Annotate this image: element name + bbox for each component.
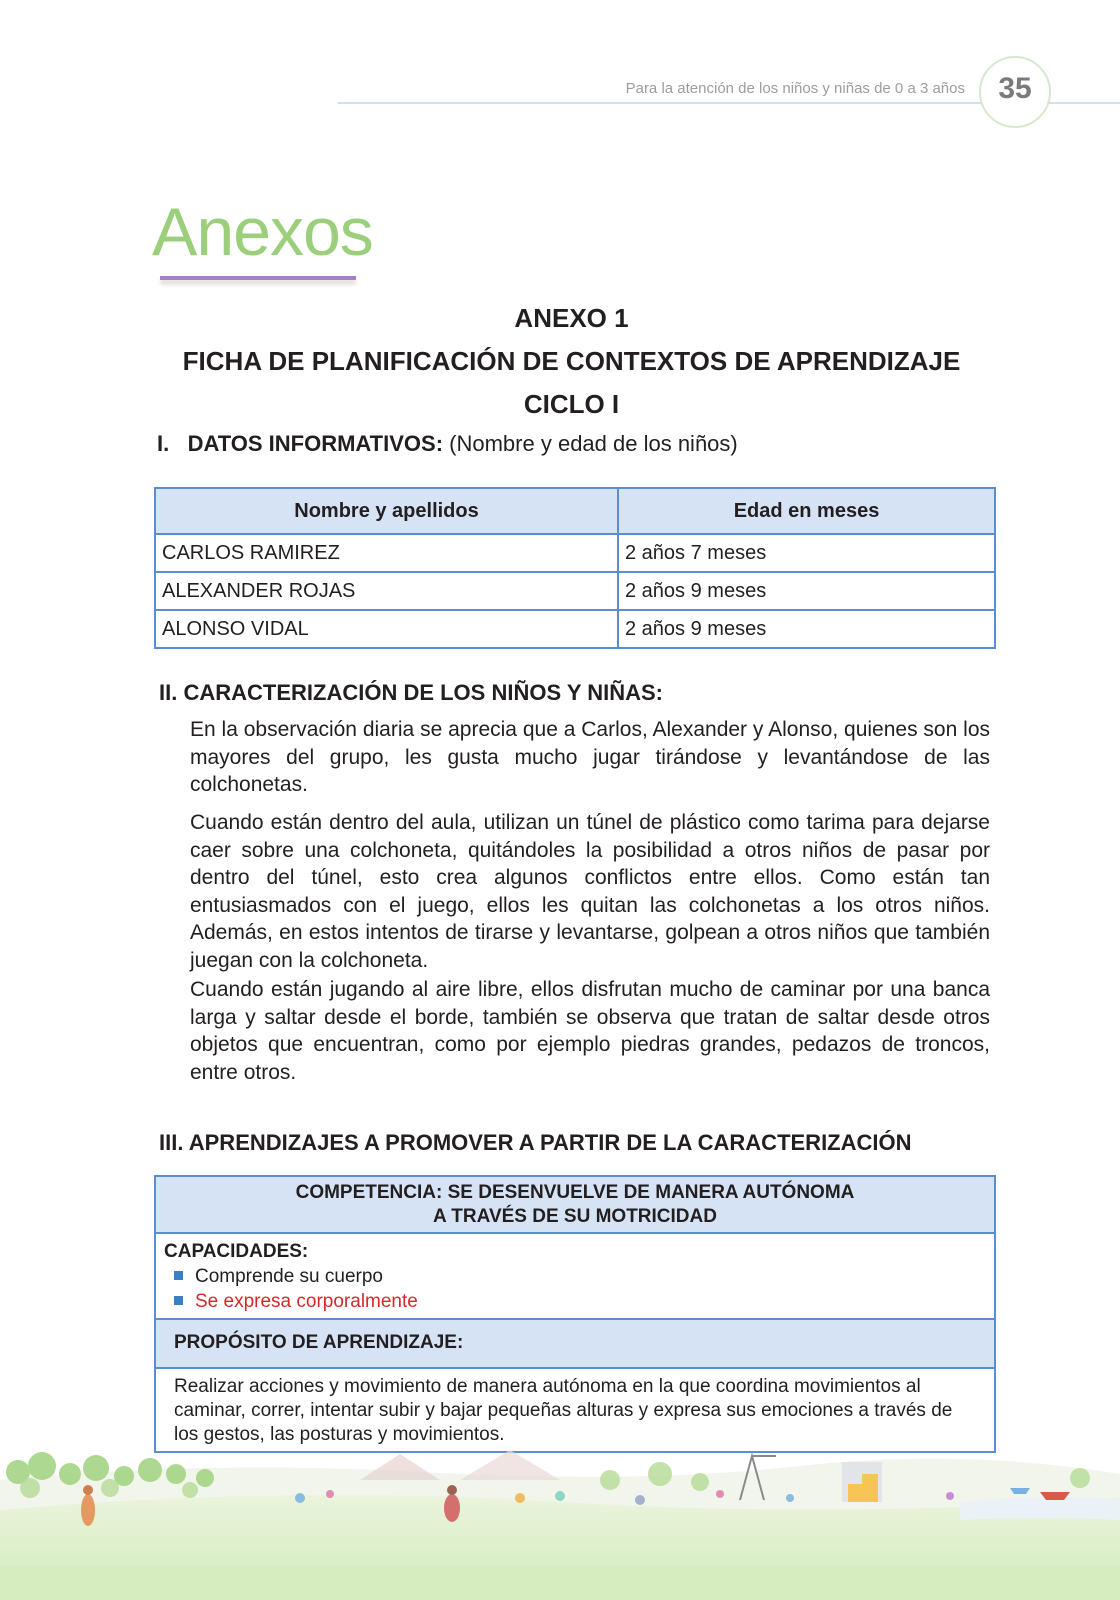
footer-landscape-illustration [0, 1440, 1120, 1600]
student-age: 2 años 7 meses [618, 534, 995, 572]
section-1-label: DATOS INFORMATIVOS: [187, 431, 444, 456]
table-row [155, 610, 995, 648]
purpose-text: Realizar acciones y movimiento de manera autónoma en la que coordina movimientos al caminar, correr, intentar subir y bajar pequeñas alturas y expresa sus emociones a través de los gestos, las posturas y movimientos. [174, 1376, 953, 1445]
annex-number: ANEXO 1 [514, 303, 629, 333]
column-header-name: Nombre y apellidos [155, 488, 618, 534]
section-1-numeral: I. [157, 431, 170, 456]
section-1-heading [157, 431, 738, 457]
list-item [164, 1264, 986, 1289]
column-header-age: Edad en meses [618, 488, 995, 534]
section-3-heading: III. APRENDIZAJES A PROMOVER A PARTIR DE LA CARACTERIZACIÓN [159, 1130, 912, 1155]
competency-line-2: A TRAVÉS DE SU MOTRICIDAD [433, 1206, 717, 1227]
capacities-title: CAPACIDADES: [164, 1241, 309, 1262]
section-1-note: (Nombre y edad de los niños) [449, 431, 738, 456]
student-age: 2 años 9 meses [618, 572, 995, 610]
square-bullet-icon [174, 1271, 183, 1280]
characterization-paragraph: En la observación diaria se aprecia que a Carlos, Alexander y Alonso, quienes son los mayores del grupo, les gusta mucho jugar tirándose y levantándose de las colchonetas. [190, 718, 990, 796]
competency-header [156, 1177, 994, 1234]
competency-box [154, 1175, 996, 1453]
student-age: 2 años 9 meses [618, 610, 995, 648]
title-underline [160, 276, 356, 280]
table-row [155, 534, 995, 572]
competency-line-1: COMPETENCIA: SE DESENVUELVE DE MANERA AUTÓNOMA [295, 1182, 855, 1203]
student-name: ALONSO VIDAL [155, 610, 618, 648]
characterization-paragraph: Cuando están jugando al aire libre, ellos disfrutan mucho de caminar por una banca larga y saltar desde el borde, también se observa que tratan de saltar desde otros objetos que encuentran, como por ejemplo piedras grandes, pedazos de troncos, entre otros. [190, 978, 990, 1084]
annex-title: FICHA DE PLANIFICACIÓN DE CONTEXTOS DE APRENDIZAJE [182, 346, 961, 376]
section-2-heading: II. CARACTERIZACIÓN DE LOS NIÑOS Y NIÑAS: [159, 680, 664, 705]
square-bullet-icon [174, 1296, 183, 1305]
capacities-section [156, 1234, 994, 1320]
student-name: ALEXANDER ROJAS [155, 572, 618, 610]
page-number: 35 [998, 72, 1032, 105]
student-name: CARLOS RAMIREZ [155, 534, 618, 572]
capacity-label: Comprende su cuerpo [195, 1266, 383, 1287]
table-header-row [155, 488, 995, 534]
characterization-paragraph: Cuando están dentro del aula, utilizan un túnel de plástico como tarima para dejarse caer sobre una colchoneta, quitándoles la posibilidad a otros niños de pasar por dentro del túnel, esto crea algunos conflictos entre ellos. Como están tan entusiasmados con el juego, ellos les quitan las colchonetas a los otros niños. Además, en estos intentos de tirarse y levantarse, golpean a otros niños que también juegan con la colchoneta. [190, 811, 990, 972]
running-header: Para la atención de los niños y niñas de 0 a 3 años [625, 80, 965, 97]
students-table [154, 487, 996, 649]
table-row [155, 572, 995, 610]
capacity-label: Se expresa corporalmente [195, 1291, 418, 1312]
purpose-header: PROPÓSITO DE APRENDIZAJE: [156, 1320, 994, 1369]
annex-cycle: CICLO I [523, 389, 620, 419]
list-item [164, 1289, 986, 1314]
section-title: Anexos [152, 194, 373, 270]
